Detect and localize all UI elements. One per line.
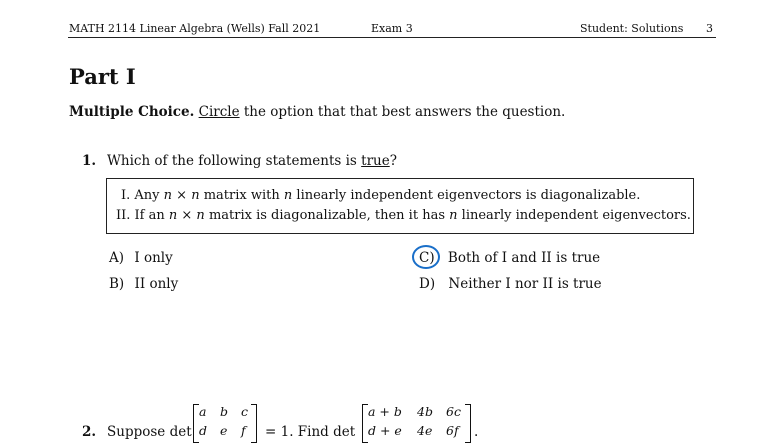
- matrix2-cell: d + e: [368, 423, 402, 438]
- option-letter: B): [109, 276, 125, 292]
- matrix1-cell: e: [220, 423, 228, 438]
- instructions-underlined: Circle: [198, 104, 240, 120]
- matrix1-right-bracket: [251, 404, 257, 443]
- option-letter: C): [419, 250, 435, 266]
- q1-prompt-underlined: true: [361, 153, 390, 169]
- matrix2-right-bracket: [465, 404, 471, 443]
- q1-statement-box: [106, 178, 694, 234]
- statement-text: linearly independent eigenvectors is diagonalizable.: [296, 188, 641, 203]
- header-rule: [68, 37, 716, 38]
- q2-text-after: .: [474, 424, 479, 440]
- header-student: Student: Solutions: [580, 22, 684, 35]
- matrix1-cell: b: [220, 404, 229, 419]
- matrix2-cell: 4b: [417, 404, 433, 419]
- option-letter: D): [419, 276, 436, 292]
- matrix1-cell: c: [241, 404, 249, 419]
- option-letter: A): [109, 250, 125, 266]
- instructions-rest: the option that that best answers the question.: [243, 104, 566, 120]
- statement-label: I.: [121, 188, 131, 203]
- matrix2-cell: 6f: [446, 423, 459, 438]
- header-course: MATH 2114 Linear Algebra (Wells) Fall 2021: [69, 22, 321, 35]
- option-text: Neither I nor II is true: [448, 276, 602, 292]
- q2-number: 2.: [82, 424, 97, 440]
- q1-prompt-prefix: Which of the following statements is: [107, 153, 357, 169]
- q1-option-b[interactable]: [109, 276, 178, 292]
- option-text: I only: [134, 250, 173, 266]
- q2-text-before: Suppose det: [107, 424, 192, 440]
- q1-statement-1: [121, 188, 640, 203]
- q1-statement-2: [116, 208, 691, 223]
- q1-number: 1.: [82, 153, 97, 169]
- header-exam: Exam 3: [371, 22, 413, 35]
- instructions-bold: Multiple Choice.: [69, 104, 195, 120]
- statement-math: n × n: [163, 188, 200, 203]
- statement-math: n: [449, 208, 458, 223]
- q2-text-middle: = 1. Find det: [265, 424, 356, 440]
- part-title: Part I: [69, 64, 136, 89]
- option-text: II only: [134, 276, 179, 292]
- statement-text: Any: [134, 188, 160, 203]
- matrix1-cell: a: [199, 404, 207, 419]
- statement-text: If an: [134, 208, 165, 223]
- statement-text: linearly independent eigenvectors.: [461, 208, 691, 223]
- matrix2-cell: 6c: [446, 404, 461, 419]
- q1-option-c[interactable]: [419, 250, 600, 266]
- matrix2-cell: a + b: [368, 404, 402, 419]
- q1-prompt-suffix: ?: [389, 153, 397, 169]
- statement-math: n × n: [168, 208, 205, 223]
- statement-math: n: [283, 188, 293, 203]
- statement-text: matrix with: [203, 188, 280, 203]
- matrix1-cell: d: [199, 423, 208, 438]
- answer-circle-mark: [412, 245, 440, 269]
- q1-option-d[interactable]: [419, 276, 602, 292]
- instructions: [69, 104, 565, 120]
- matrix2-cell: 4e: [417, 423, 433, 438]
- statement-label: II.: [116, 208, 131, 223]
- header-page-number: 3: [706, 22, 713, 35]
- q1-option-a[interactable]: [109, 250, 173, 266]
- matrix1-cell: f: [241, 423, 246, 438]
- statement-text: matrix is diagonalizable, then it has: [208, 208, 445, 223]
- option-text: Both of I and II is true: [447, 250, 601, 266]
- q1-prompt: [107, 153, 397, 169]
